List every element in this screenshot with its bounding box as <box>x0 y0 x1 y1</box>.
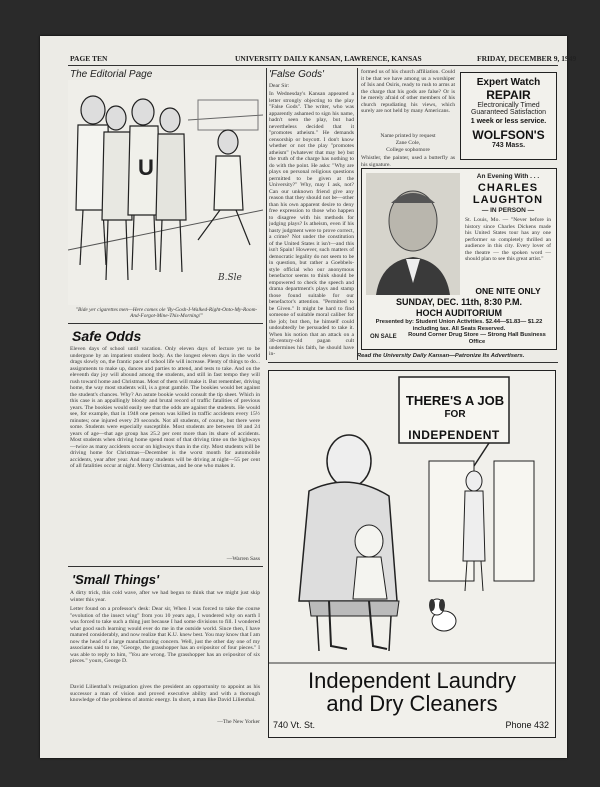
safe-odds-body: Eleven days of school until vacation. Only eleven days of lecture yet to be undergone by an impatient student body. As the longest eleven days in the world drags slowly on, the frantic pace of school life will increase. Plenty of things to do... assignments to make up, dances and parties to attend, and tests to take. And on the eleventh day joy will abound among the students, and still in fast tempo they will rush toward home and Christmas. Most of them will make it. But remember, driving home, the way most students will, is a great gamble. The bookies would bet against the student's chances. Why? An astute bookie would consult the tip sheet. Which in this case is an appallingly bloody and brutal record of traffic fatalities of previous years. The bookies would easily see that the odds are against the students. He would see, for example, that in 1948 one person was killed in traffic accidents every 15½ minutes; one injured every 29 seconds. Not all students, of course, but there were some. Students were especially susceptible. Most students are between 18 and 24 years of age—that age group has 25.2 per cent more than its share of accidents. Most students when driving home spend most of that driving time on the highways—twice as many accidents occur on highways than in the city. Most students will be driving home for Christmas—December is the worst month for automobile accidents, year after year. And many students will be driving at night—55 per cent of all fatalities occur at night. Merry Christmas, and be one who makes it. <box>70 346 260 469</box>
repair-ad-line2: REPAIR <box>486 88 531 102</box>
repair-ad-line4: Guaranteed Satisfaction <box>470 109 547 116</box>
cartoon-caption: "Bide yer cigarettes men—Here comes ole 'By-Gosh-I-Walked-Right-Onto-My-Room-And-Forgot-Mine-This-Morning!" <box>75 307 258 320</box>
laundry-banner-2: FOR <box>444 409 466 420</box>
small-things-title: 'Small Things' <box>72 572 160 587</box>
small-things-intro: A dirty trick, this cold wave, after we had begun to think that we might just skip winter this year. <box>70 590 260 603</box>
laundry-name-1: Independent Laundry <box>308 668 516 693</box>
editorial-section-title: The Editorial Page <box>70 69 153 80</box>
false-gods-title: 'False Gods' <box>269 69 324 80</box>
repair-ad-line6: WOLFSON'S <box>472 128 545 142</box>
editorial-cartoon <box>68 80 263 305</box>
masthead-rule <box>68 65 558 66</box>
false-gods-column-2: formed us of his church affiliation. Could it be that we have among us a worshiper of Isis and Osiris, ready to rush to arms at the charge that his gods are false? Or is he merely afraid of other members of his church repudiating his views, which surely are not held by many Americans. <box>361 69 455 114</box>
caption-rule <box>68 323 263 324</box>
false-gods-salutation: Dear Sir: <box>269 83 290 89</box>
laundry-phone: Phone 432 <box>505 720 549 730</box>
repair-ad-line1: Expert Watch <box>476 77 541 88</box>
laughton-name-1: CHARLES <box>477 182 539 194</box>
laughton-portrait <box>366 173 460 295</box>
laughton-on-sale: ON SALE <box>370 334 397 340</box>
cartoon-drawing <box>68 80 263 305</box>
svg-text:B.Sle: B.Sle <box>218 273 242 283</box>
laughton-outlets: Round Corner Drug Store — Strong Hall Business Office <box>408 332 546 345</box>
laughton-ad <box>361 168 557 350</box>
issue-date: FRIDAY, DECEMBER 9, 1949 <box>477 54 577 63</box>
paper-name: UNIVERSITY DAILY KANSAN, LAWRENCE, KANSAS <box>235 54 422 63</box>
laughton-date: SUNDAY, DEC. 11th, 8:30 P.M. <box>395 297 523 307</box>
false-gods-column-1: In Wednesday's Kansan appeared a letter strongly objecting to the play "False Gods". The writer, who was apparently ashamed to sign his name, hadn't seen the play, but had nevertheless decided that it "promotes atheism." He demands censorship or boycott. I don't know whether or not the play "promotes atheism" (whatever that may be) but the truth of the charge has nothing to do with the point. He asks: "Why are plays on personal religious questions permitted to be given at the University?" Why, may I ask, not? Can our unknown friend give any reason that they should not be—other than his own apparent desire to deny free expression to those who happen to disagree with his methods for judging plays? Is atheism, even if his hasty judgment were to prove correct, a crime? Not under the constitution of the United States it isn't—and this isn't Spain! However, such matters of democratic legality do not seem to be in question, but rather a Goebbels-style official who our anonymous benefactor seems to think should be empowered to check the speech and drama department's plays and stamp those found suitable for our benefactor's attention. "Permitted to be Given." It might be hard to find someone of suitable moral caliber for the job; but then, he himself could undoubtedly be persuaded to take it. When his notion that an attack on a 30-century-old pagan cult undermines his faith, he should have in- <box>269 91 354 357</box>
laughton-intro: An Evening With . . . <box>476 173 540 180</box>
page-number: PAGE TEN <box>70 54 108 63</box>
patronize-footer: Read the University Daily Kansan—Patronize Its Advertisers. <box>357 353 525 359</box>
safe-odds-signature: —Warren Sass <box>226 556 260 562</box>
false-gods-postscript: Whistler, the painter, used a butterfly as his signature. <box>361 155 455 168</box>
repair-ad-line3: Electronically Timed <box>477 102 540 109</box>
laughton-venue: HOCH AUDITORIUM <box>416 308 502 318</box>
repair-ad-line7: 743 Mass. <box>491 142 526 149</box>
laundry-banner-3: INDEPENDENT <box>408 428 500 442</box>
laughton-presented: Presented by: Student Union Activities. $2.44—$1.83— $1.22 including tax. All Seats Reserved. <box>375 319 543 332</box>
laundry-ad <box>268 370 556 738</box>
laughton-blurb: St. Louis, Mo. — "Never before in history since Charles Dickens made his United States tour has any one performer so completely thrilled an audience in this city. Every lover of the theatre — the spoken word — should plan to see this great artist." <box>465 217 551 262</box>
small-things-letter: Letter found on a professor's desk: Dear sir, When I was forced to take the course "evolution of the insect wing" from you 10 years ago, I wondered why on earth I was forced to take such a thing just because I had some divisions to fill. I wondered what good such learning would ever do me in the outside world. Since then, I have matured considerably, and now realize that K.U. knew best. You may know that I am now the head of a large manufacturing concern. Well, just the other day one of my associates said to me, "George, the grasshopper has an ovipositor of four pieces." I was able to reply to him, "You are wrong. The grasshopper has an ovipositor of six pieces." yours, George D. <box>70 606 260 664</box>
false-gods-signer: Zane Cole, <box>395 140 421 146</box>
laundry-address: 740 Vt. St. <box>273 720 316 730</box>
svg-text:U: U <box>138 155 154 180</box>
column-divider <box>266 68 267 360</box>
laughton-in-person: — IN PERSON — <box>481 207 535 214</box>
watch-repair-ad <box>460 72 557 160</box>
laughton-one-nite: ONE NITE ONLY <box>475 286 541 296</box>
portrait-drawing <box>366 173 460 295</box>
small-things-lilienthal: David Lilienthal's resignation gives the president an opportunity to appoint as his successor a man of vision and proved executive ability and with a thorough knowledge of the problems of atomic energy. In short, a man like David Lilienthal. <box>70 684 260 703</box>
small-things-credit: —The New Yorker <box>217 719 260 725</box>
safe-odds-title: Safe Odds <box>72 328 142 344</box>
ad-separator <box>268 362 558 363</box>
section-rule <box>68 566 263 567</box>
laundry-banner-1: THERE'S A JOB <box>405 393 505 408</box>
repair-ad-line5: 1 week or less service. <box>470 118 547 125</box>
false-gods-signer-class: College sophomore <box>386 147 430 153</box>
false-gods-name-printed: Name printed by request <box>380 133 436 139</box>
laundry-name-2: and Dry Cleaners <box>326 691 498 716</box>
column-divider <box>357 68 358 360</box>
laughton-name-2: LAUGHTON <box>472 194 544 206</box>
